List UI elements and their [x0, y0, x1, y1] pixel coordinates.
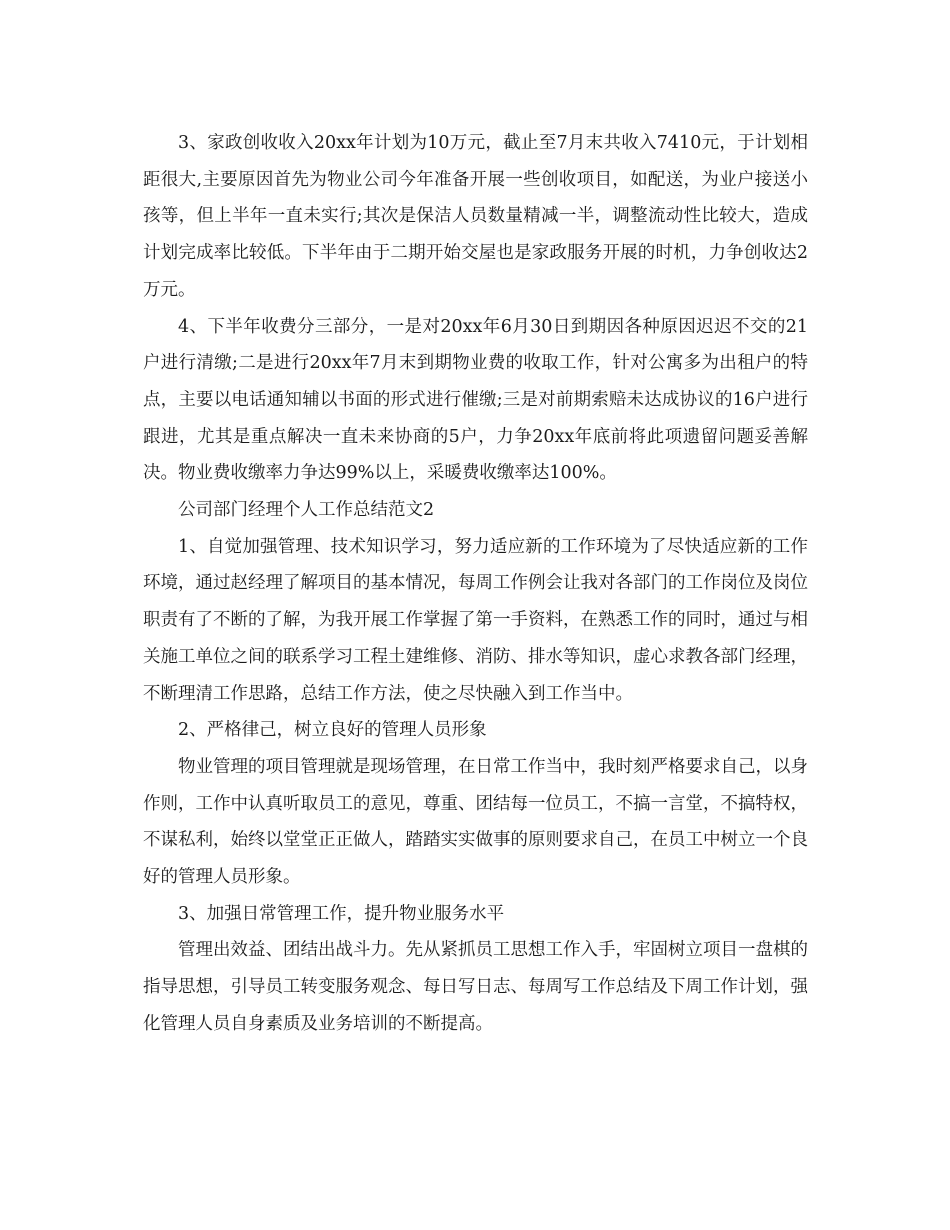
paragraph-efficiency: 管理出效益、团结出战斗力。先从紧抓员工思想工作入手，牢固树立项目一盘棋的指导思想，引导员工转变服务观念、每日写日志、每周写工作总结及下周工作计划，强化管理人员自身素质及业务培训的不断提高。	[143, 940, 808, 1034]
heading-daily-management: 3、加强日常管理工作，提升物业服务水平	[178, 903, 505, 924]
section-title: 公司部门经理个人工作总结范文2	[178, 500, 435, 521]
paragraph-household-income: 3、家政创收收入20xx年计划为10万元，截止至7月末共收入7410元，于计划相距很大,主要原因首先为物业公司今年准备开展一些创收项目，如配送，为业户接送小孩等，但上半年一直未实行;其次是保洁人员数量精减一半，调整流动性比较大，造成计划完成率比较低。下半年由于二期开始交屋也是家政服务开展的时机，力争创收达2万元。	[143, 133, 808, 300]
paragraph-learning: 1、自觉加强管理、技术知识学习，努力适应新的工作环境为了尽快适应新的工作环境，通过赵经理了解项目的基本情况，每周工作例会让我对各部门的工作岗位及岗位职责有了不断的了解，为我开展工作掌握了第一手资料，在熟悉工作的同时，通过与相关施工单位之间的联系学习工程土建维修、消防、排水等知识，虚心求教各部门经理，不断理清工作思路，总结工作方法，使之尽快融入到工作当中。	[143, 536, 808, 704]
paragraph-site-management: 物业管理的项目管理就是现场管理，在日常工作当中，我时刻严格要求自己，以身作则，工作中认真听取员工的意见，尊重、团结每一位员工，不搞一言堂，不搞特权，不谋私利，始终以堂堂正正做人，踏踏实实做事的原则要求自己，在员工中树立一个良好的管理人员形象。	[143, 756, 808, 888]
paragraph-fee-collection: 4、下半年收费分三部分，一是对20xx年6月30日到期因各种原因迟迟不交的21户进行清缴;二是进行20xx年7月末到期物业费的收取工作，针对公寓多为出租户的特点，主要以电话通知辅以书面的形式进行催缴;三是对前期索赔未达成协议的16户进行跟进，尤其是重点解决一直未来协商的5户，力争20xx年底前将此项遗留问题妥善解决。物业费收缴率力争达99%以上，采暖费收缴率达100%。	[143, 316, 808, 484]
heading-self-discipline: 2、严格律己，树立良好的管理人员形象	[178, 720, 487, 741]
document-body	[143, 125, 808, 1043]
